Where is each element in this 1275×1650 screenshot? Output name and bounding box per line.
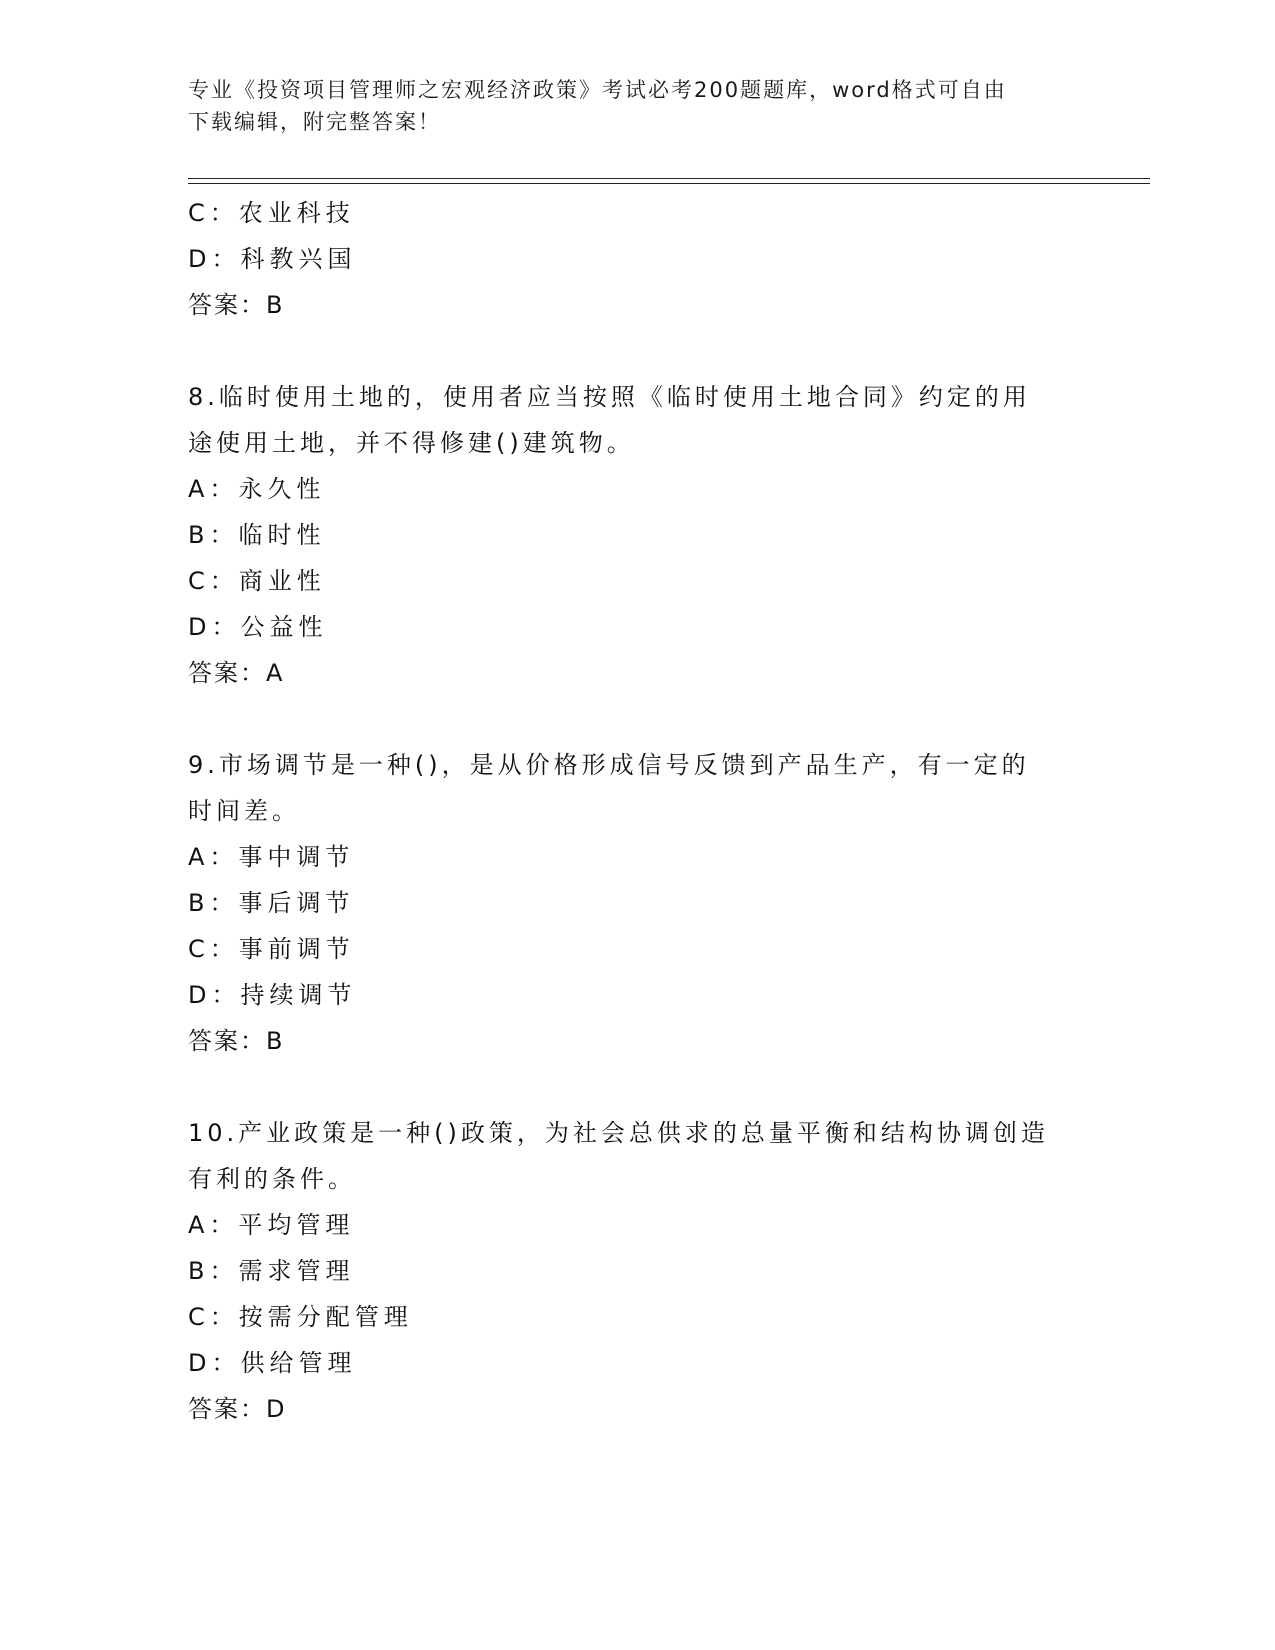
question-7-tail xyxy=(188,190,1088,328)
option-d: D：持续调节 xyxy=(188,981,357,1009)
header-line-2: 下载编辑，附完整答案！ xyxy=(188,110,441,134)
option-c: C：商业性 xyxy=(188,567,326,595)
document-header xyxy=(188,74,1088,138)
option-d: D：供给管理 xyxy=(188,1349,357,1377)
answer: 答案：B xyxy=(188,1027,285,1055)
question-text-line-2: 时间差。 xyxy=(188,797,300,825)
option-b: B：事后调节 xyxy=(188,889,355,917)
header-line-1: 专业《投资项目管理师之宏观经济政策》考试必考200题题库，word格式可自由 xyxy=(188,78,1007,102)
question-text-line-2: 有利的条件。 xyxy=(188,1165,356,1193)
answer: 答案：A xyxy=(188,659,285,687)
question-10 xyxy=(188,1110,1088,1432)
option-a: A：永久性 xyxy=(188,475,326,503)
option-b: B：临时性 xyxy=(188,521,326,549)
answer: 答案：B xyxy=(188,291,285,319)
header-divider-top xyxy=(188,178,1150,179)
option-c: C：农业科技 xyxy=(188,199,355,227)
question-8 xyxy=(188,374,1088,696)
question-text-line-1: 8.临时使用土地的，使用者应当按照《临时使用土地合同》约定的用 xyxy=(188,383,1031,411)
option-c: C：事前调节 xyxy=(188,935,355,963)
option-d: D：科教兴国 xyxy=(188,245,357,273)
question-text-line-1: 9.市场调节是一种()，是从价格形成信号反馈到产品生产，有一定的 xyxy=(188,751,1030,779)
option-d: D：公益性 xyxy=(188,613,328,641)
question-list xyxy=(188,190,1088,1432)
option-a: A：事中调节 xyxy=(188,843,355,871)
option-b: B：需求管理 xyxy=(188,1257,355,1285)
answer: 答案：D xyxy=(188,1395,287,1423)
question-9 xyxy=(188,742,1088,1064)
header-divider-bottom xyxy=(188,183,1150,184)
option-c: C：按需分配管理 xyxy=(188,1303,413,1331)
question-text-line-2: 途使用土地，并不得修建()建筑物。 xyxy=(188,429,635,457)
question-text-line-1: 10.产业政策是一种()政策，为社会总供求的总量平衡和结构协调创造 xyxy=(188,1119,1049,1147)
option-a: A：平均管理 xyxy=(188,1211,355,1239)
